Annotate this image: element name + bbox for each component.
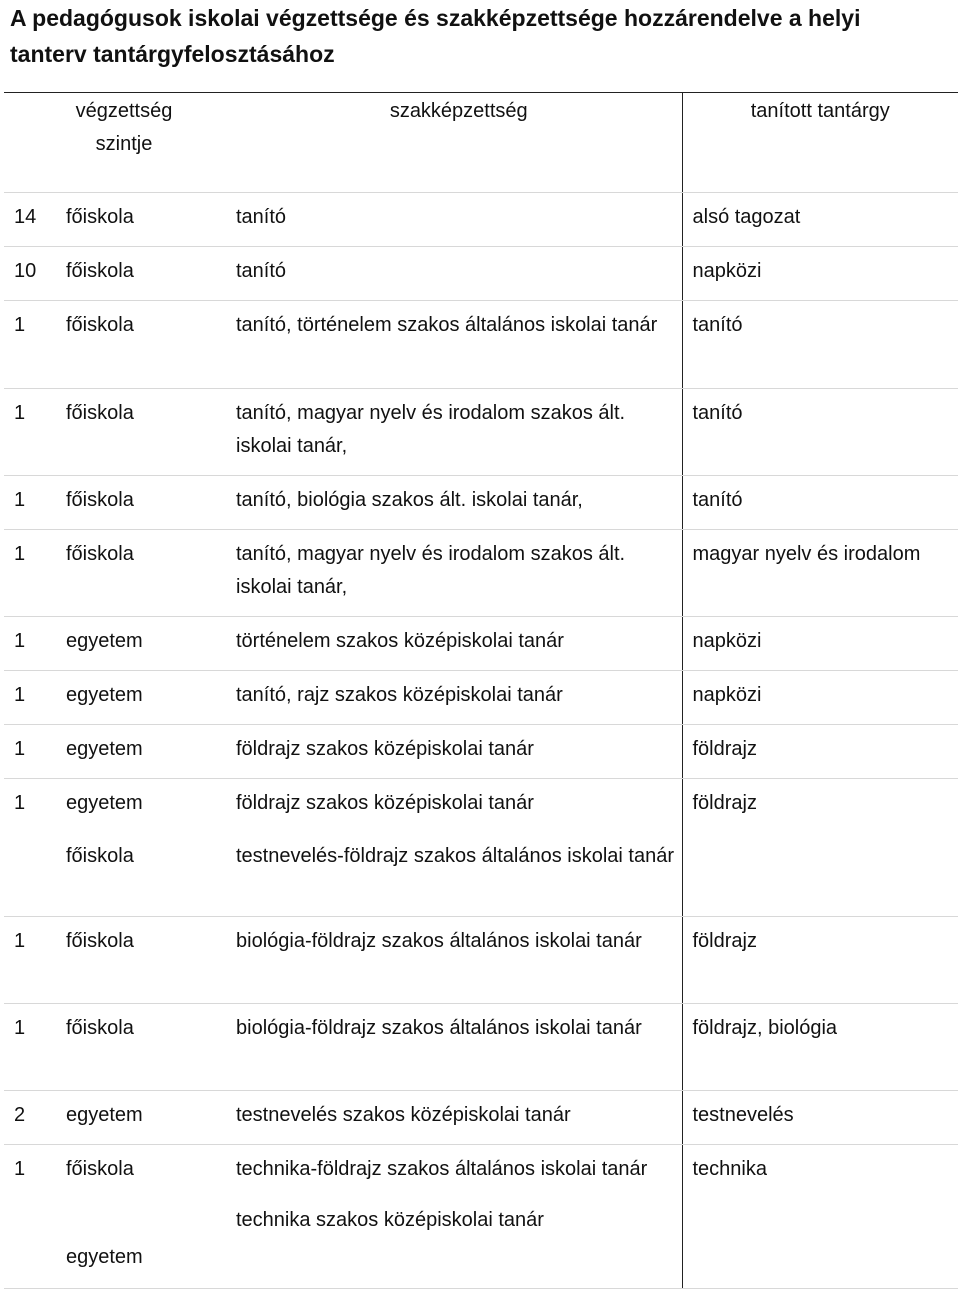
qualification-text: földrajz szakos középiskolai tanár (236, 738, 534, 760)
qualification-text: földrajz szakos középiskolai tanár (236, 792, 534, 814)
cell-qualification (236, 725, 682, 779)
cell-subject: tanító (682, 389, 958, 476)
table-row (4, 389, 958, 476)
level-text: egyetem (66, 630, 143, 652)
qualification-text: technika-földrajz szakos általános iskolai tanár (236, 1158, 648, 1180)
cell-subject: napközi (682, 671, 958, 725)
table-row (4, 247, 958, 301)
table-row (4, 1091, 958, 1145)
table-row (4, 917, 958, 1004)
cell-qualification (236, 1091, 682, 1145)
qualification-text: tanító, magyar nyelv és irodalom szakos ált. iskolai tanár, (236, 402, 626, 457)
cell-count: 1 (4, 389, 66, 476)
teacher-qualification-table (4, 92, 958, 1289)
cell-level (66, 476, 236, 530)
level-text: főiskola (66, 206, 134, 228)
header-row (4, 93, 958, 193)
cell-level (66, 389, 236, 476)
table-row (4, 476, 958, 530)
qualification-text: tanító (236, 260, 287, 282)
cell-qualification (236, 917, 682, 1004)
cell-qualification (236, 389, 682, 476)
table-row (4, 671, 958, 725)
cell-count: 1 (4, 1004, 66, 1091)
level-text: főiskola (66, 489, 134, 511)
cell-level (66, 779, 236, 917)
cell-subject: magyar nyelv és irodalom (682, 530, 958, 617)
level-text: főiskola (66, 845, 134, 867)
qualification-text: testnevelés-földrajz szakos általános iskolai tanár (236, 845, 674, 867)
level-text: főiskola (66, 1158, 134, 1180)
cell-qualification (236, 530, 682, 617)
cell-count: 14 (4, 193, 66, 247)
cell-subject: napközi (682, 247, 958, 301)
cell-level (66, 1091, 236, 1145)
qualification-text: tanító (236, 206, 287, 228)
cell-subject: alsó tagozat (682, 193, 958, 247)
cell-level (66, 530, 236, 617)
header-qualification: szakképzettség (236, 93, 682, 193)
cell-subject: földrajz, biológia (682, 1004, 958, 1091)
cell-count: 1 (4, 671, 66, 725)
header-subject: tanított tantárgy (682, 93, 958, 193)
cell-count: 1 (4, 725, 66, 779)
level-text: főiskola (66, 1017, 134, 1039)
table-row (4, 617, 958, 671)
cell-count: 1 (4, 917, 66, 1004)
cell-subject: technika (682, 1145, 958, 1289)
level-text: egyetem (66, 684, 143, 706)
qualification-text: történelem szakos középiskolai tanár (236, 630, 564, 652)
qualification-text: tanító, rajz szakos középiskolai tanár (236, 684, 563, 706)
cell-count: 10 (4, 247, 66, 301)
table-row (4, 530, 958, 617)
cell-qualification (236, 671, 682, 725)
cell-count: 1 (4, 617, 66, 671)
cell-subject: tanító (682, 301, 958, 389)
header-level: végzettség szintje (4, 93, 236, 193)
qualification-text: biológia-földrajz szakos általános iskolai tanár (236, 1017, 642, 1039)
cell-count: 1 (4, 530, 66, 617)
qualification-text: technika szakos középiskolai tanár (236, 1209, 544, 1231)
cell-level (66, 247, 236, 301)
cell-qualification (236, 476, 682, 530)
table-row (4, 1004, 958, 1091)
level-text: főiskola (66, 402, 134, 424)
cell-subject: napközi (682, 617, 958, 671)
cell-subject: földrajz (682, 725, 958, 779)
qualification-text: tanító, magyar nyelv és irodalom szakos ált. iskolai tanár, (236, 543, 626, 598)
cell-subject: földrajz (682, 917, 958, 1004)
level-text: egyetem (66, 792, 143, 814)
qualification-text: biológia-földrajz szakos általános iskolai tanár (236, 930, 642, 952)
level-text: egyetem (66, 1104, 143, 1126)
cell-qualification (236, 1004, 682, 1091)
cell-qualification (236, 1145, 682, 1289)
cell-level (66, 617, 236, 671)
cell-qualification (236, 247, 682, 301)
level-text: főiskola (66, 314, 134, 336)
cell-qualification (236, 779, 682, 917)
cell-level (66, 725, 236, 779)
cell-level (66, 193, 236, 247)
level-text: főiskola (66, 260, 134, 282)
table-row (4, 193, 958, 247)
cell-subject: földrajz (682, 779, 958, 917)
cell-level (66, 1004, 236, 1091)
cell-level (66, 917, 236, 1004)
cell-qualification (236, 193, 682, 247)
cell-qualification (236, 617, 682, 671)
cell-subject: testnevelés (682, 1091, 958, 1145)
cell-count: 2 (4, 1091, 66, 1145)
cell-count: 1 (4, 779, 66, 917)
table-row (4, 1145, 958, 1289)
table-row (4, 779, 958, 917)
qualification-text: tanító, biológia szakos ált. iskolai tanár, (236, 489, 583, 511)
level-text: főiskola (66, 543, 134, 565)
qualification-text: tanító, történelem szakos általános iskolai tanár (236, 314, 658, 336)
cell-count: 1 (4, 476, 66, 530)
level-text: főiskola (66, 930, 134, 952)
cell-level (66, 1145, 236, 1289)
cell-subject: tanító (682, 476, 958, 530)
cell-level (66, 671, 236, 725)
cell-count: 1 (4, 1145, 66, 1289)
table-row (4, 301, 958, 389)
cell-count: 1 (4, 301, 66, 389)
level-text: egyetem (66, 1246, 143, 1268)
level-text: egyetem (66, 738, 143, 760)
qualification-text: testnevelés szakos középiskolai tanár (236, 1104, 571, 1126)
cell-level (66, 301, 236, 389)
cell-qualification (236, 301, 682, 389)
table-row (4, 725, 958, 779)
page-title: A pedagógusok iskolai végzettsége és szakképzettsége hozzárendelve a helyi tanterv tantárgyfelosztásához (10, 5, 861, 67)
